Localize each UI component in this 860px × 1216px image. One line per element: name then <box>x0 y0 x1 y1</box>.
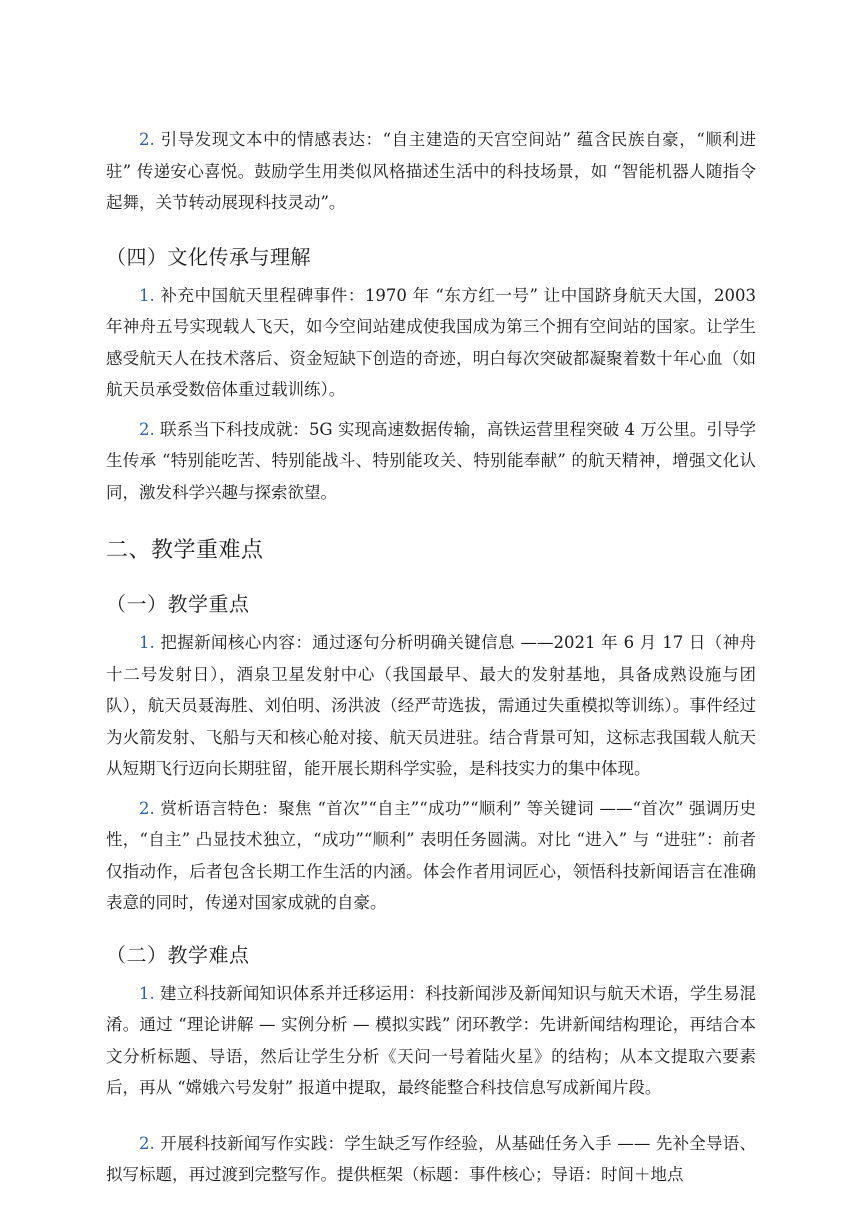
paragraph-language-features <box>106 793 756 919</box>
paragraph-text: 引导发现文本中的情感表达：“自主建造的天宫空间站” 蕴含民族自豪，“顺利进驻” 传递安心喜悦。鼓励学生用类似风格描述生活中的科技场景，如 “智能机器人随指令起舞，关节转动展现科技灵动”。 <box>106 130 756 212</box>
heading-key-difficult-points: 二、教学重难点 <box>106 538 264 563</box>
paragraph-tech-achievements <box>106 414 756 509</box>
item-number: 2. <box>139 419 155 439</box>
heading-difficult-points: （二）教学难点 <box>106 942 250 967</box>
heading-key-points: （一）教学重点 <box>106 592 250 616</box>
item-number: 2. <box>139 130 155 149</box>
item-number: 2. <box>139 1133 155 1153</box>
paragraph-emotion-expression <box>106 124 756 219</box>
item-number: 1. <box>139 285 155 305</box>
document-page <box>106 124 756 1191</box>
paragraph-text: 补充中国航天里程碑事件：1970 年 “东方红一号” 让中国跻身航天大国，2003 年神舟五号实现载人飞天，如今空间站建成使我国成为第三个拥有空间站的国家。让学生感受航天人在技术落后、资金短缺下创造的奇迹，明白每次突破都凝聚着数十年心血（如航天员承受数倍体重过载训练）。 <box>106 285 756 399</box>
paragraph-text: 建立科技新闻知识体系并迁移运用：科技新闻涉及新闻知识与航天术语，学生易混淆。通过 “理论讲解 — 实例分析 — 模拟实践” 闭环教学：先讲新闻结构理论，再结合本文分析标题、导语，然后让学生分析《天问一号着陆火星》的结构；从本文提取六要素后，再从 “嫦娥六号发射” 报道中提取，最终能整合科技信息写成新闻片段。 <box>106 983 756 1097</box>
paragraph-text: 开展科技新闻写作实践：学生缺乏写作经验，从基础任务入手 —— 先补全导语、拟写标题，再过渡到完整写作。提供框架（标题：事件核心；导语：时间＋地点 <box>106 1133 756 1184</box>
paragraph-text: 把握新闻核心内容：通过逐句分析明确关键信息 ——2021 年 6 月 17 日（神舟十二号发射日），酒泉卫星发射中心（我国最早、最大的发射基地，具备成熟设施与团队），航天员聂海胜、刘伯明、汤洪波（经严苛选拔，需通过失重模拟等训练）。事件经过为火箭发射、飞船与天和核心舱对接、航天员进驻。结合背景可知，这标志我国载人航天从短期飞行迈向长期驻留，能开展长期科学实验，是科技实力的集中体现。 <box>106 633 756 778</box>
heading-culture-inheritance: （四）文化传承与理解 <box>106 244 311 269</box>
paragraph-news-core-content <box>106 627 756 785</box>
paragraph-text: 联系当下科技成就：5G 实现高速数据传输，高铁运营里程突破 4 万公里。引导学生传承 “特别能吃苦、特别能战斗、特别能攻关、特别能奉献” 的航天精神，增强文化认同，激发科学兴趣与探索欲望。 <box>106 419 756 502</box>
paragraph-writing-practice <box>106 1128 756 1191</box>
item-number: 1. <box>139 633 155 652</box>
paragraph-text: 赏析语言特色：聚焦 “首次”“自主”“成功”“顺利” 等关键词 ——“首次” 强调历史性，“自主” 凸显技术独立，“成功”“顺利” 表明任务圆满。对比 “进入” 与 “进驻”：前者仅指动作，后者包含长期工作生活的内涵。体会作者用词匠心，领悟科技新闻语言在准确表意的同时，传递对国家成就的自豪。 <box>106 798 756 912</box>
item-number: 1. <box>139 983 155 1003</box>
paragraph-knowledge-system <box>106 978 756 1104</box>
paragraph-space-milestones <box>106 280 756 406</box>
item-number: 2. <box>139 798 155 818</box>
